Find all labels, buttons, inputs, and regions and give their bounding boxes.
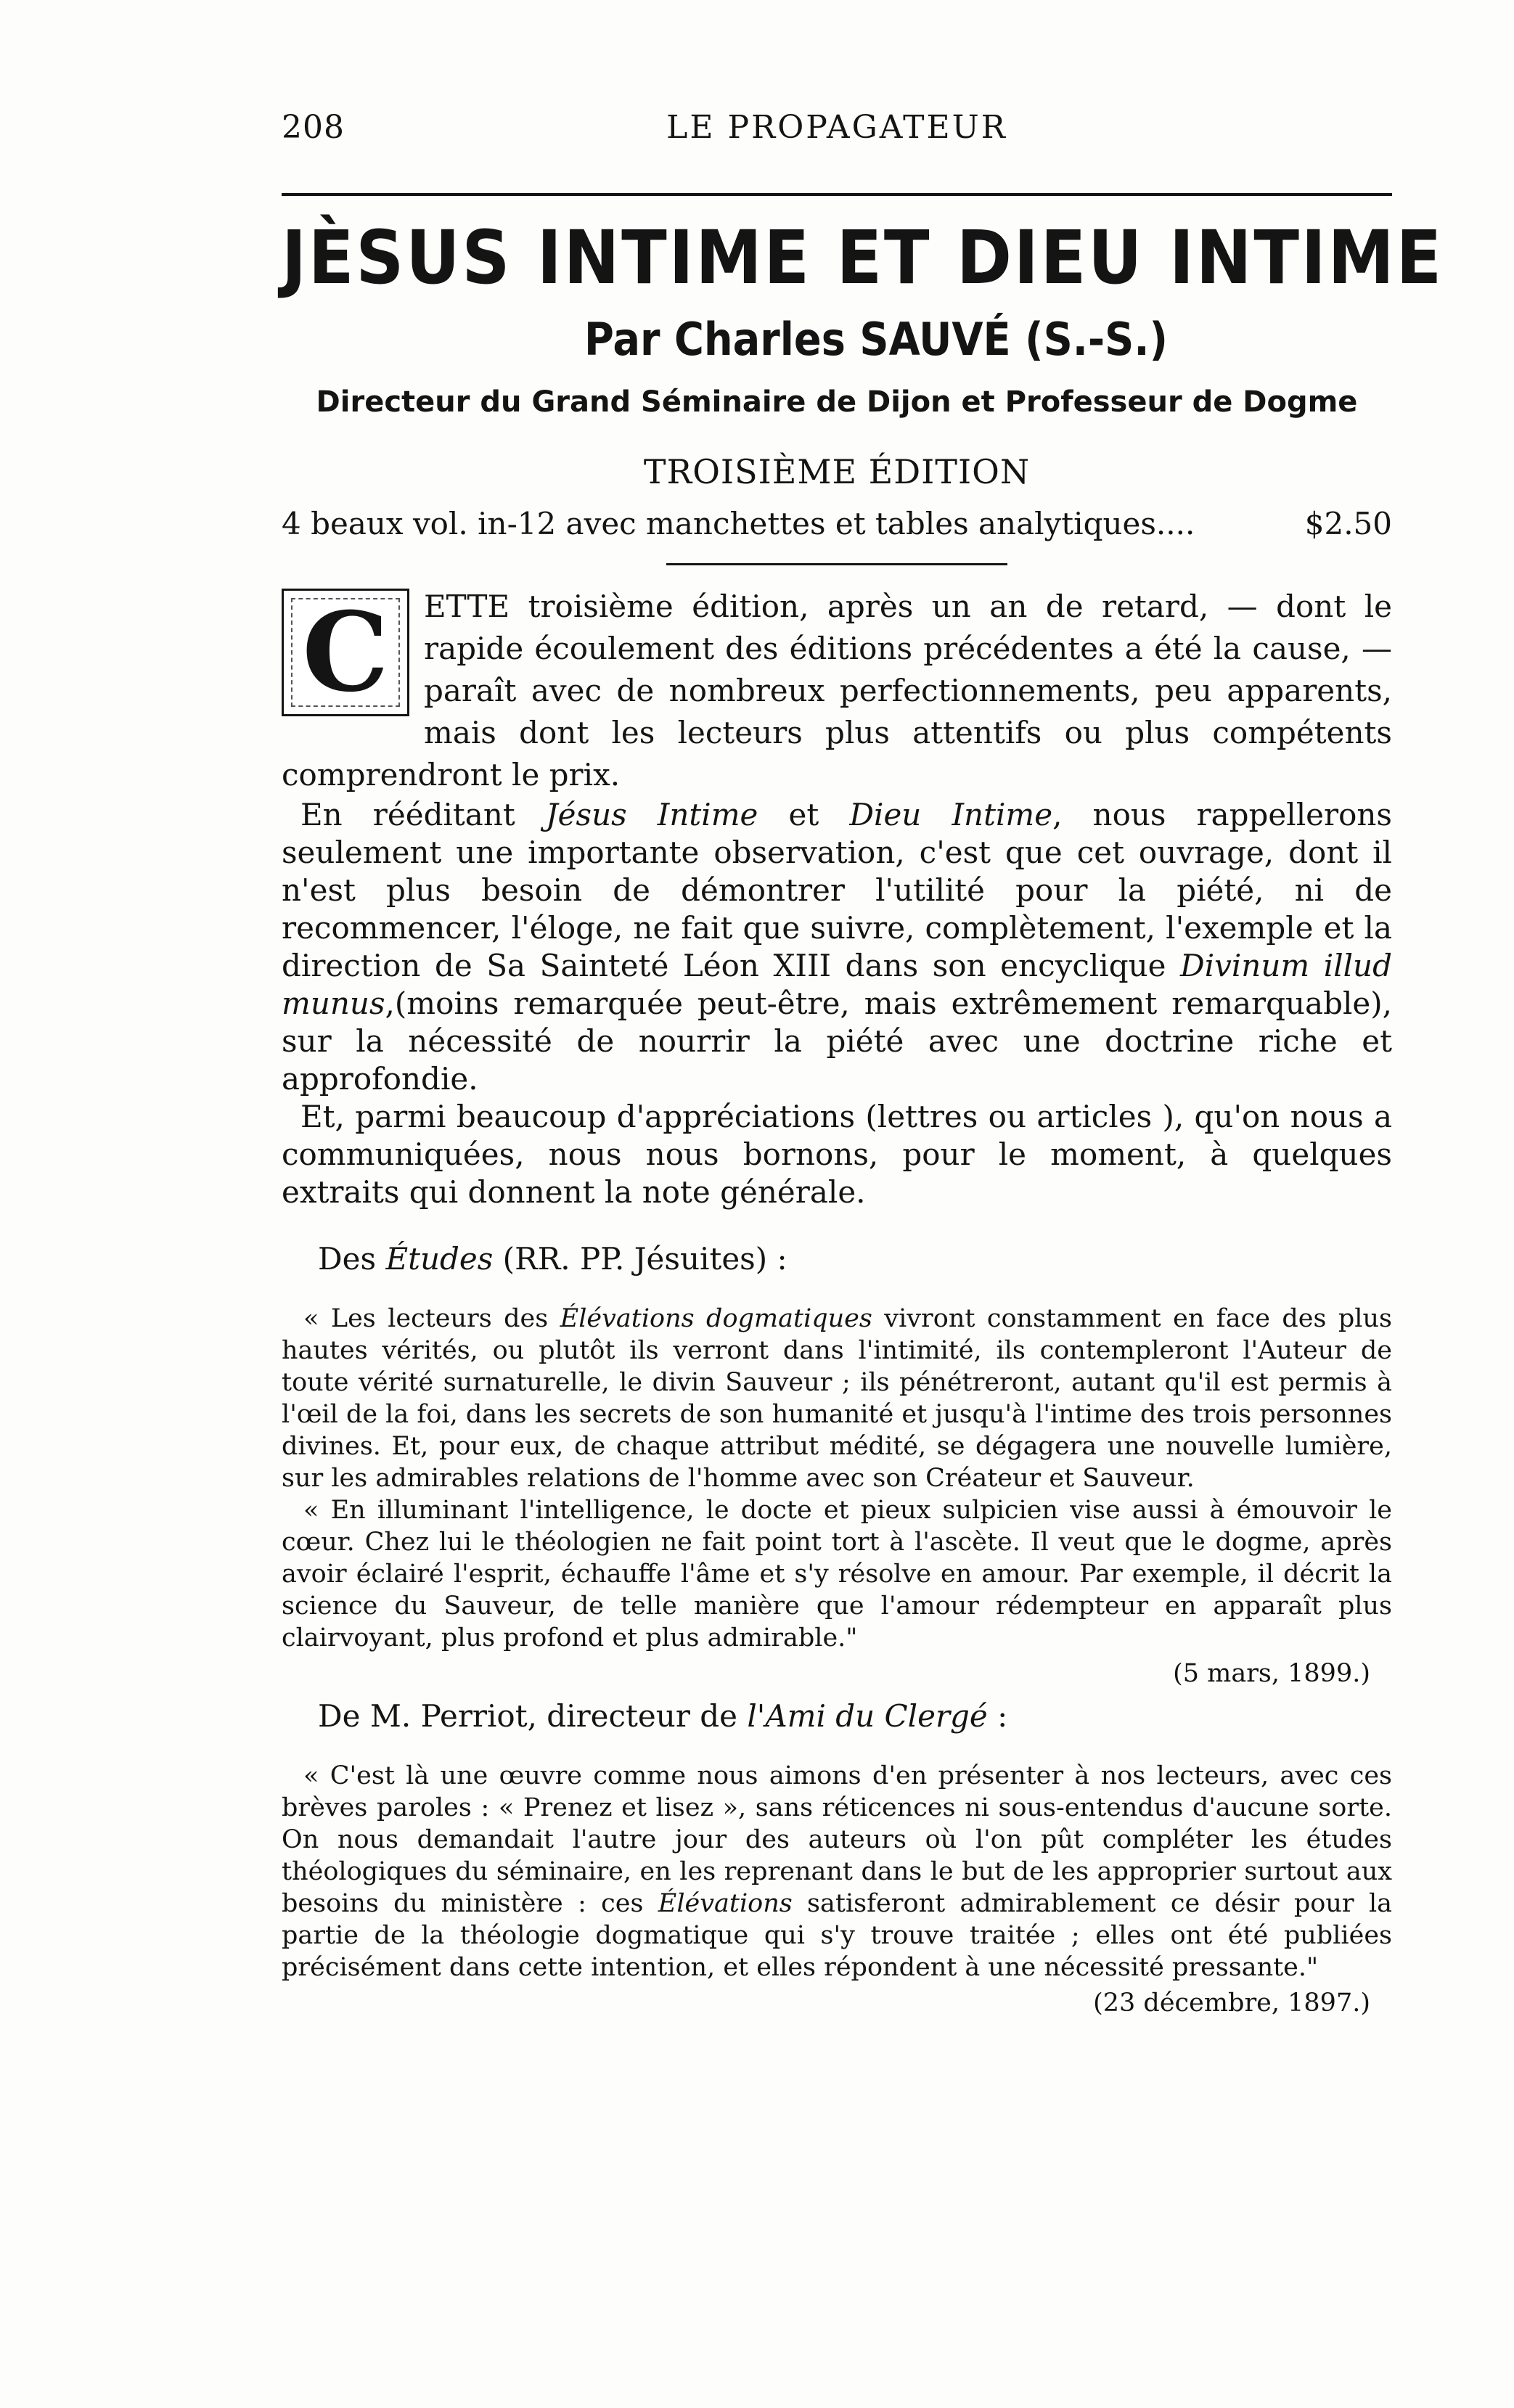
text-run: , nous rappellerons seulement une importante observation, c'est que cet ouvrage, dont il n'est plus besoin de démontrer l'utilité pour la piété, ni de recommencer, l'éloge, ne fait que suivre, complètement, l'exemple et la direction de Sa Sainteté Léon XIII dans son encyclique <box>282 797 1392 983</box>
edition-label: TROISIÈME ÉDITION <box>643 452 1031 491</box>
price: $2.50 <box>1304 506 1392 541</box>
work-title: Élévations dogmatiques <box>560 1304 872 1333</box>
review-2-quote <box>282 1760 1392 1983</box>
text-run: ,(moins remarquée peut-être, mais extrêmement remarquable), sur la nécessité de nourrir la piété avec une doctrine riche et approfondie. <box>282 986 1392 1097</box>
text-run: : <box>987 1698 1008 1734</box>
work-title: Jésus Intime <box>545 797 758 832</box>
review-1-quote <box>282 1303 1392 1654</box>
intro-body <box>282 796 1392 1211</box>
drop-cap-frame <box>291 589 400 716</box>
volumes-description: 4 beaux vol. in-12 avec manchettes et tables analytiques.... <box>282 506 1195 541</box>
intro-section <box>282 586 1392 796</box>
journal-title: LE PROPAGATEUR <box>666 109 1007 146</box>
book-author: Par Charles SAUVÉ (S.-S.) <box>584 313 1169 366</box>
text-run: Des <box>318 1241 386 1277</box>
author-role: Directeur du Grand Séminaire de Dijon et Professeur de Dogme <box>316 385 1358 419</box>
volumes-line <box>282 504 1392 544</box>
review-1-quote-paragraph-1 <box>282 1303 1392 1494</box>
text-run: satisferont admirablement ce désir pour la partie de la théologie dogmatique qui s'y trouve traitée ; elles ont été publiées précisément dans cette intention, et elles répondent à une nécessité pressante." <box>282 1889 1393 1982</box>
text-run: « Les lecteurs des <box>303 1304 560 1333</box>
work-title: Élévations <box>658 1889 793 1918</box>
book-title: JÈSUS INTIME ET DIEU INTIME <box>282 215 1444 301</box>
intro-paragraph-1 <box>282 586 1392 796</box>
review-1-quote-paragraph-2: « En illuminant l'intelligence, le docte et pieux sulpicien vise aussi à émouvoir le cœur. Chez lui le théologien ne fait point tort à l'ascète. Il veut que le dogme, après avoir éclairé l'esprit, échauffe l'âme et s'y résolve en amour. Par exemple, il décrit la science du Sauveur, de telle manière que l'amour rédempteur en apparaît plus clairvoyant, plus profond et plus admirable." <box>282 1496 1392 1653</box>
review-2-date: (23 décembre, 1897.) <box>1093 1989 1370 2018</box>
publication-title: Études <box>385 1241 494 1277</box>
drop-cap-letter: C <box>302 589 389 716</box>
intro-paragraph-3: Et, parmi beaucoup d'appréciations (lettres ou articles ), qu'on nous a communiquées, nous nous bornons, pour le moment, à quelques extraits qui donnent la note générale. <box>282 1099 1392 1210</box>
text-run: vivront constamment en face des plus hautes vérités, ou plutôt ils verront dans l'intimité, ils contempleront l'Auteur de toute vérité surnaturelle, le divin Sauveur ; ils pénétreront, autant qu'il est permis à l'œil de la foi, dans les secrets de son humanité et jusqu'à l'intime des trois personnes divines. Et, pour eux, de chaque attribut médité, se dégagera une nouvelle lumière, sur les admirables relations de l'homme avec son Créateur et Sauveur. <box>282 1304 1392 1493</box>
text-run: « C'est là une œuvre comme nous aimons d'en présenter à nos lecteurs, avec ces brèves paroles : « Prenez et lisez », sans réticences ni sous-entendus d'aucune sorte. On nous demandait l'autre jour des auteurs où l'on pût compléter les études théologiques du séminaire, en les reprenant dans le but de les approprier surtout aux besoins du ministère : ces <box>282 1761 1392 1918</box>
text-run: et <box>758 797 850 832</box>
text-run: De M. Perriot, directeur de <box>318 1698 748 1734</box>
text-run: (RR. PP. Jésuites) : <box>493 1241 787 1277</box>
publication-title: l'Ami du Clergé <box>747 1698 988 1734</box>
header-rule <box>282 193 1392 196</box>
intro-paragraph-1-text: ETTE troisième édition, après un an de retard, — dont le rapide écoulement des éditions précédentes a été la cause, — paraît avec de nombreux perfectionnements, peu apparents, mais dont les lecteurs plus attentifs ou plus compétents comprendront le prix. <box>282 589 1392 793</box>
review-2-source <box>282 1695 1392 1738</box>
work-title: Dieu Intime <box>849 797 1053 832</box>
drop-cap-ornament <box>282 589 409 716</box>
intro-paragraph-2 <box>282 796 1392 1098</box>
review-1-source <box>282 1237 1392 1281</box>
section-rule <box>666 563 1007 565</box>
text-run: En rééditant <box>300 797 546 832</box>
document-page <box>282 109 1444 2020</box>
encyclical-title: Divinum illud munus <box>282 948 1392 1021</box>
review-1-date: (5 mars, 1899.) <box>1173 1659 1370 1688</box>
page-number: 208 <box>282 109 345 146</box>
review-2-quote-paragraph-1 <box>282 1760 1392 1983</box>
running-head <box>282 109 1392 155</box>
